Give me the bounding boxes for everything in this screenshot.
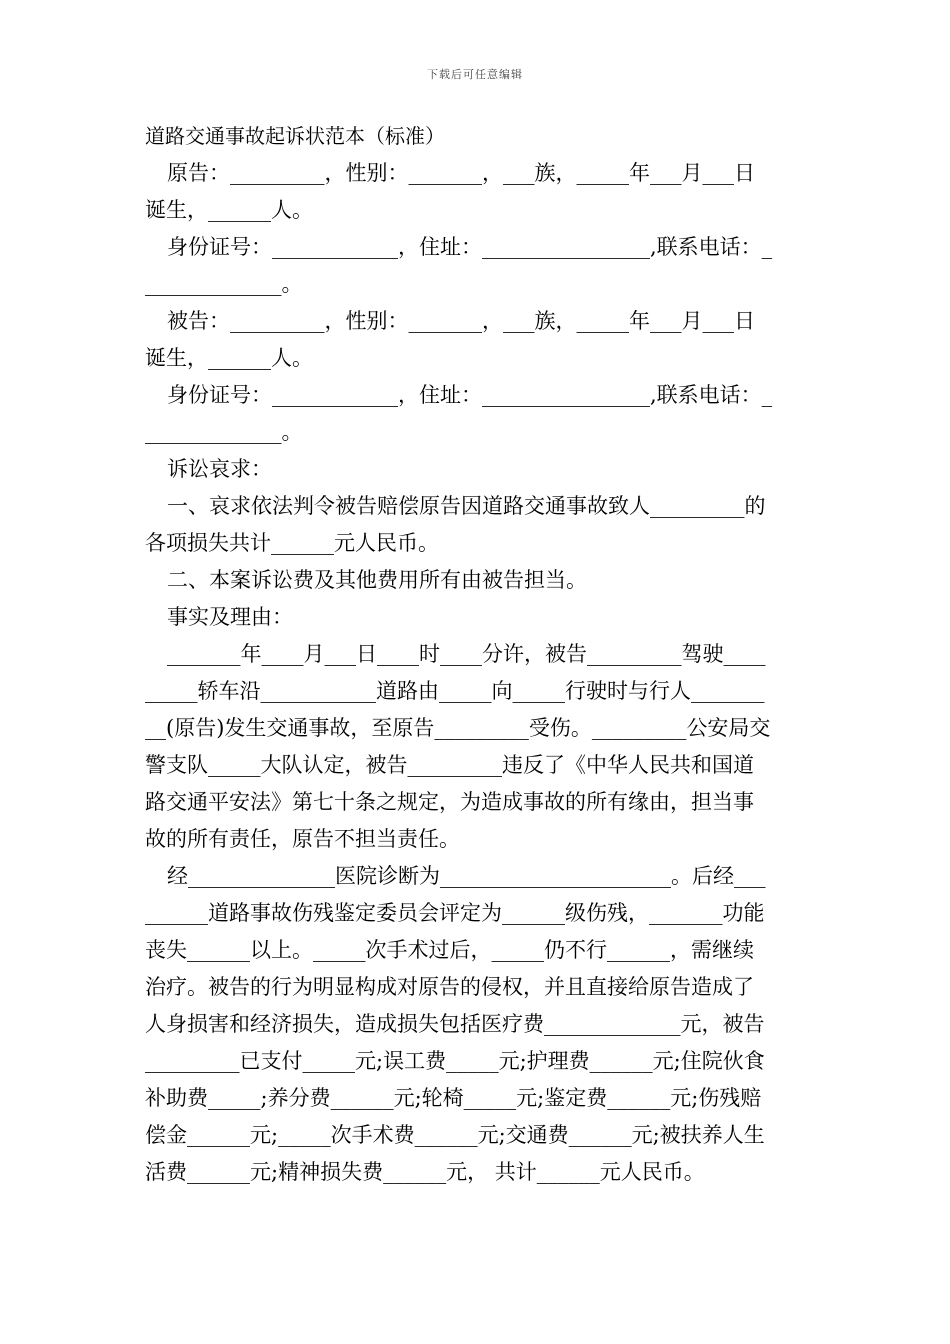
diagnosis-line: 丧失______以上。_____次手术过后，_____仍不行______，需继续 bbox=[145, 938, 754, 962]
diagnosis-line: 治疗。被告的行为明显构成对原告的侵权，并且直接给原告造成了 bbox=[145, 975, 754, 999]
complaint-document bbox=[145, 118, 808, 1191]
facts-line: 故的所有责任，原告不担当责任。 bbox=[145, 827, 460, 851]
facts-line: 警支队_____大队认定，被告_________违反了《中华人民共和国道 bbox=[145, 753, 754, 777]
plaintiff-birth-line: 诞生，______人。 bbox=[145, 198, 313, 222]
claims-heading: 诉讼哀求： bbox=[167, 457, 272, 481]
losses-total-line: 活费______元;精神损失费______元， 共计______元人民币。 bbox=[145, 1160, 705, 1184]
page-header-note: 下载后可任意编辑 bbox=[427, 68, 523, 81]
defendant-phone-line: _____________。 bbox=[145, 420, 303, 444]
facts-line: 路交通平安法》第七十条之规定，为造成事故的所有缘由，担当事 bbox=[145, 790, 754, 814]
defendant-birth-line: 诞生，______人。 bbox=[145, 346, 313, 370]
losses-line: 补助费_____;养分费______元;轮椅_____元;鉴定费______元;伤残赔 bbox=[145, 1086, 762, 1110]
defendant-id-line: 身份证号：____________，住址：________________,联系电话：_ bbox=[167, 383, 773, 407]
defendant-info-line: 被告：_________，性别：_______，___族，_____年___月___日 bbox=[167, 309, 755, 333]
facts-line: _____轿车沿___________道路由_____向_____行驶时与行人_______ bbox=[145, 679, 765, 703]
plaintiff-phone-line: _____________。 bbox=[145, 272, 303, 296]
losses-line: 人身损害和经济损失，造成损失包括医疗费_____________元，被告 bbox=[145, 1012, 765, 1036]
diagnosis-line: ______道路事故伤残鉴定委员会评定为______级伤残，_______功能 bbox=[145, 901, 765, 925]
facts-line: __(原告)发生交通事故，至原告_________受伤。_________公安局交 bbox=[145, 716, 771, 740]
document-title: 道路交通事故起诉状范本（标准） bbox=[145, 124, 445, 148]
claim-1-line: 一、哀求依法判令被告赔偿原告因道路交通事故致人_________的 bbox=[167, 494, 766, 518]
plaintiff-info-line: 原告：_________，性别：_______，___族，_____年___月___日 bbox=[167, 161, 755, 185]
losses-line: 偿金______元;_____次手术费______元;交通费______元;被扶养人生 bbox=[145, 1123, 765, 1147]
losses-line: _________已支付_____元;误工费_____元;护理费______元;住院伙食 bbox=[145, 1049, 765, 1073]
diagnosis-line: 经______________医院诊断为______________________。后经___ bbox=[167, 864, 766, 888]
claim-2-line: 二、本案诉讼费及其他费用所有由被告担当。 bbox=[167, 568, 587, 592]
claim-1-continuation: 各项损失共计______元人民币。 bbox=[145, 531, 439, 555]
facts-heading: 事实及理由： bbox=[167, 605, 293, 629]
facts-line: _______年____月___日____时____分许，被告_________驾驶____ bbox=[167, 642, 766, 666]
plaintiff-id-line: 身份证号：____________，住址：________________,联系电话：_ bbox=[167, 235, 773, 259]
